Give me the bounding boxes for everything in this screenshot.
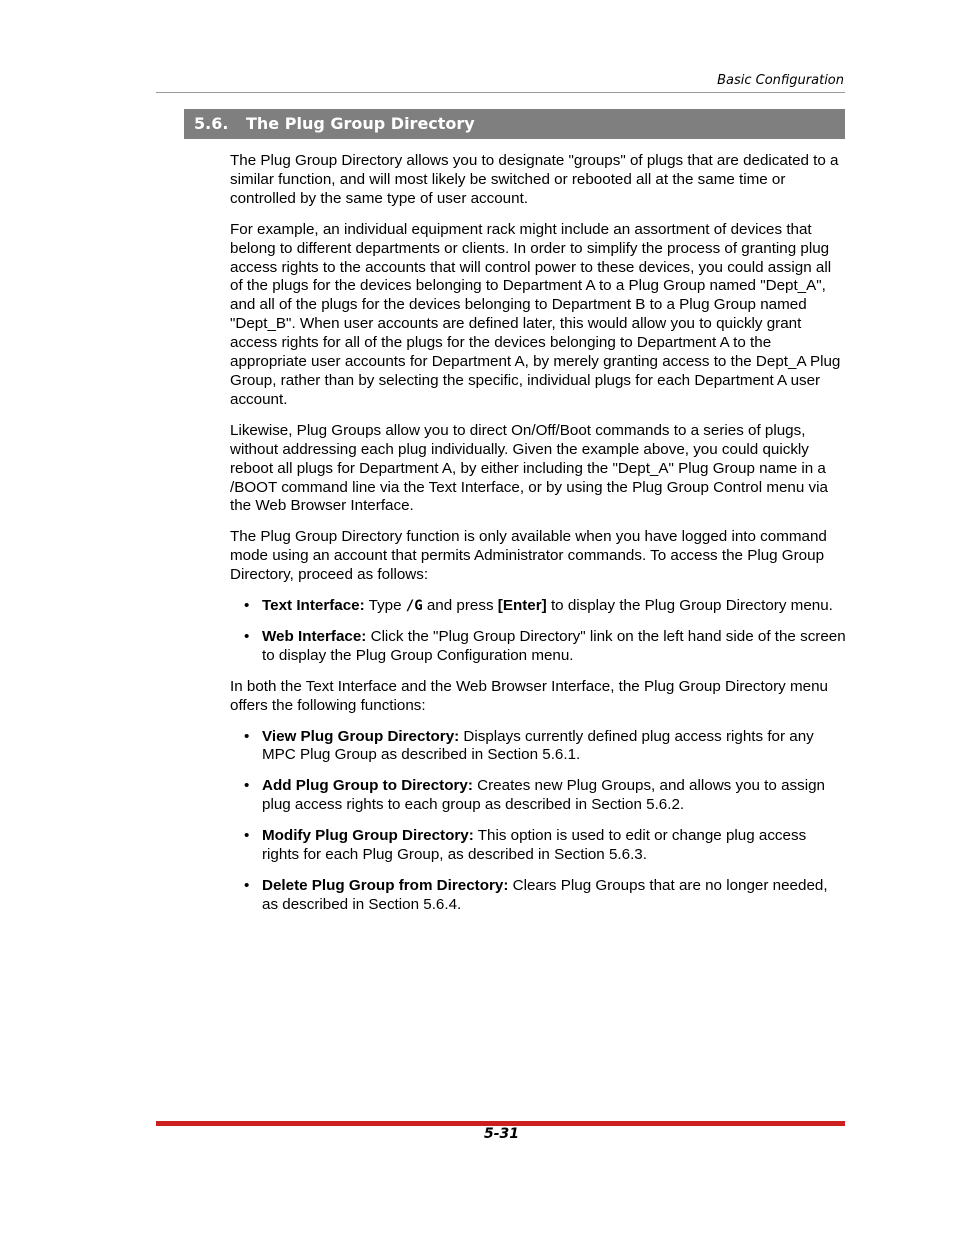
list-item-web-interface	[230, 628, 846, 666]
bullet-marker: •	[244, 597, 250, 615]
functions-list	[230, 728, 846, 915]
item-label: Text Interface:	[262, 597, 365, 615]
page-number: 5-31	[484, 1126, 520, 1142]
section-number: 5.6.	[194, 114, 229, 133]
item-text: and press	[422, 597, 498, 615]
item-text: Displays currently defined plug access rights for any MPC Plug Group as described in Section 5.6.1.	[262, 727, 814, 764]
bullet-marker: •	[244, 877, 250, 894]
body-content	[230, 152, 846, 927]
bullet-marker: •	[244, 627, 250, 645]
header-divider	[156, 92, 845, 93]
paragraph-access: The Plug Group Directory function is only available when you have logged into command mode using an account that permits Administrator commands. To access the Plug Group Directory, proceed as follows:	[230, 528, 827, 584]
item-label: Modify Plug Group Directory:	[262, 827, 474, 845]
paragraph-intro: The Plug Group Directory allows you to designate "groups" of plugs that are dedicated to a similar function, and will most likely be switched or rebooted all at the same time or controlled by the same type of user account.	[230, 152, 839, 207]
key-name: [Enter]	[497, 597, 547, 615]
item-text: Clears Plug Groups that are no longer needed, as described in Section 5.6.4.	[262, 877, 828, 913]
item-text: This option is used to edit or change plug access rights for each Plug Group, as described in Section 5.6.3.	[262, 827, 807, 864]
paragraph-functions: In both the Text Interface and the Web Browser Interface, the Plug Group Directory menu offers the following functions:	[230, 677, 828, 714]
bullet-marker: •	[244, 727, 250, 745]
item-text: Creates new Plug Groups, and allows you to assign plug access rights to each group as described in Section 5.6.2.	[262, 777, 825, 814]
paragraph-example: For example, an individual equipment rack might include an assortment of devices that belong to different departments or clients. In order to simplify the process of granting plug access rights to the accounts that will control power to these devices, you could assign all of the plugs for the devices belonging to Department A to a Plug Group named "Dept_A", and all of the plugs for the devices belonging to Department B to a Plug Group named "Dept_B". When user accounts are defined later, this would allow you to quickly grant access rights for all of the plugs for the devices belonging to Department A to the appropriate user accounts for Department A, by merely granting access to the Dept_A Plug Group, rather than by selecting the specific, individual plugs for each Department A user account.	[230, 220, 841, 408]
list-item-delete	[230, 877, 846, 915]
section-title: The Plug Group Directory	[246, 114, 475, 133]
bullet-marker: •	[244, 827, 250, 845]
item-text: to display the Plug Group Directory menu.	[546, 597, 833, 615]
command-code: /G	[405, 598, 423, 615]
item-label: Web Interface:	[262, 627, 367, 645]
item-label: View Plug Group Directory:	[262, 727, 460, 745]
section-heading	[184, 109, 845, 139]
list-item-add	[230, 777, 846, 815]
list-item-view	[230, 728, 846, 766]
access-method-list	[230, 597, 846, 666]
list-item-text-interface	[230, 597, 846, 616]
item-text: Type	[364, 597, 406, 615]
running-header: Basic Configuration	[717, 73, 844, 88]
bullet-marker: •	[244, 777, 250, 795]
item-label: Delete Plug Group from Directory:	[262, 877, 509, 894]
item-label: Add Plug Group to Directory:	[262, 777, 473, 795]
list-item-modify	[230, 827, 846, 865]
paragraph-likewise: Likewise, Plug Groups allow you to direct On/Off/Boot commands to a series of plugs, without addressing each plug individually. Given the example above, you could quickly reboot all plugs for Department A, by either including the "Dept_A" Plug Group name in a /BOOT command line via the Text Interface, or by using the Plug Group Control menu via the Web Browser Interface.	[230, 421, 828, 515]
item-text: Click the "Plug Group Directory" link on the left hand side of the screen to display the Plug Group Configuration menu.	[262, 627, 846, 664]
